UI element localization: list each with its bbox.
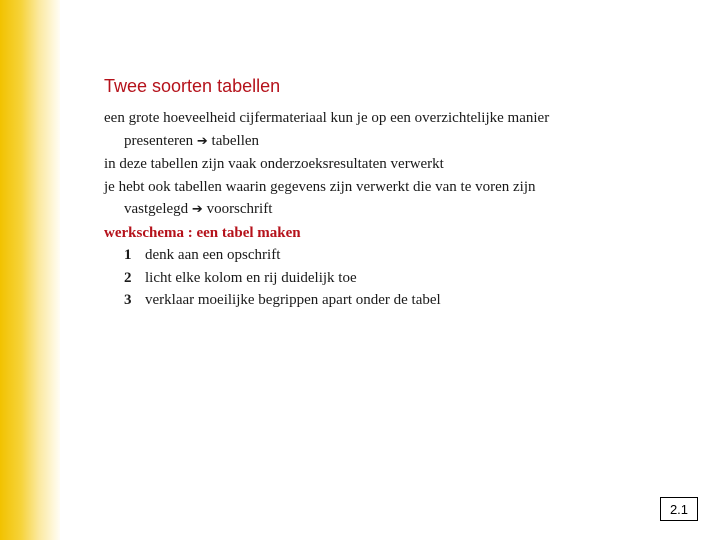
bullet-text: voorschrift xyxy=(206,201,273,217)
step-item xyxy=(104,244,704,267)
slide-content xyxy=(104,107,704,312)
slide-title: Twee soorten tabellen xyxy=(104,76,281,96)
step-number: 3 xyxy=(124,292,132,308)
step-item xyxy=(104,267,704,290)
bullet-line-1-continued xyxy=(104,130,704,154)
arrow-right-icon: ➔ xyxy=(191,202,203,217)
bullet-line-1: een grote hoeveelheid cijfermateriaal kun je op een overzichtelijke manier xyxy=(104,110,550,126)
step-text: licht elke kolom en rij duidelijk toe xyxy=(145,269,357,286)
bullet-line-2: in deze tabellen zijn vaak onderzoeksresultaten verwerkt xyxy=(104,156,444,172)
workschema-heading: werkschema : een tabel maken xyxy=(104,224,301,241)
bullet-line-3: je hebt ook tabellen waarin gegevens zijn verwerkt die van te voren zijn xyxy=(104,178,536,195)
arrow-right-icon: ➔ xyxy=(196,133,208,149)
bullet-line-3-continued xyxy=(104,198,704,222)
bullet-text: presenteren xyxy=(124,132,194,149)
step-item xyxy=(104,289,704,312)
decorative-left-band xyxy=(0,0,60,540)
step-text: verklaar moeilijke begrippen apart onder de tabel xyxy=(145,292,441,308)
step-text: denk aan een opschrift xyxy=(145,247,281,263)
slide-number-box: 2.1 xyxy=(660,497,698,521)
step-number: 2 xyxy=(124,269,132,286)
step-number: 1 xyxy=(124,247,132,263)
bullet-text: vastgelegd xyxy=(124,201,189,217)
bullet-text: tabellen xyxy=(211,132,260,149)
